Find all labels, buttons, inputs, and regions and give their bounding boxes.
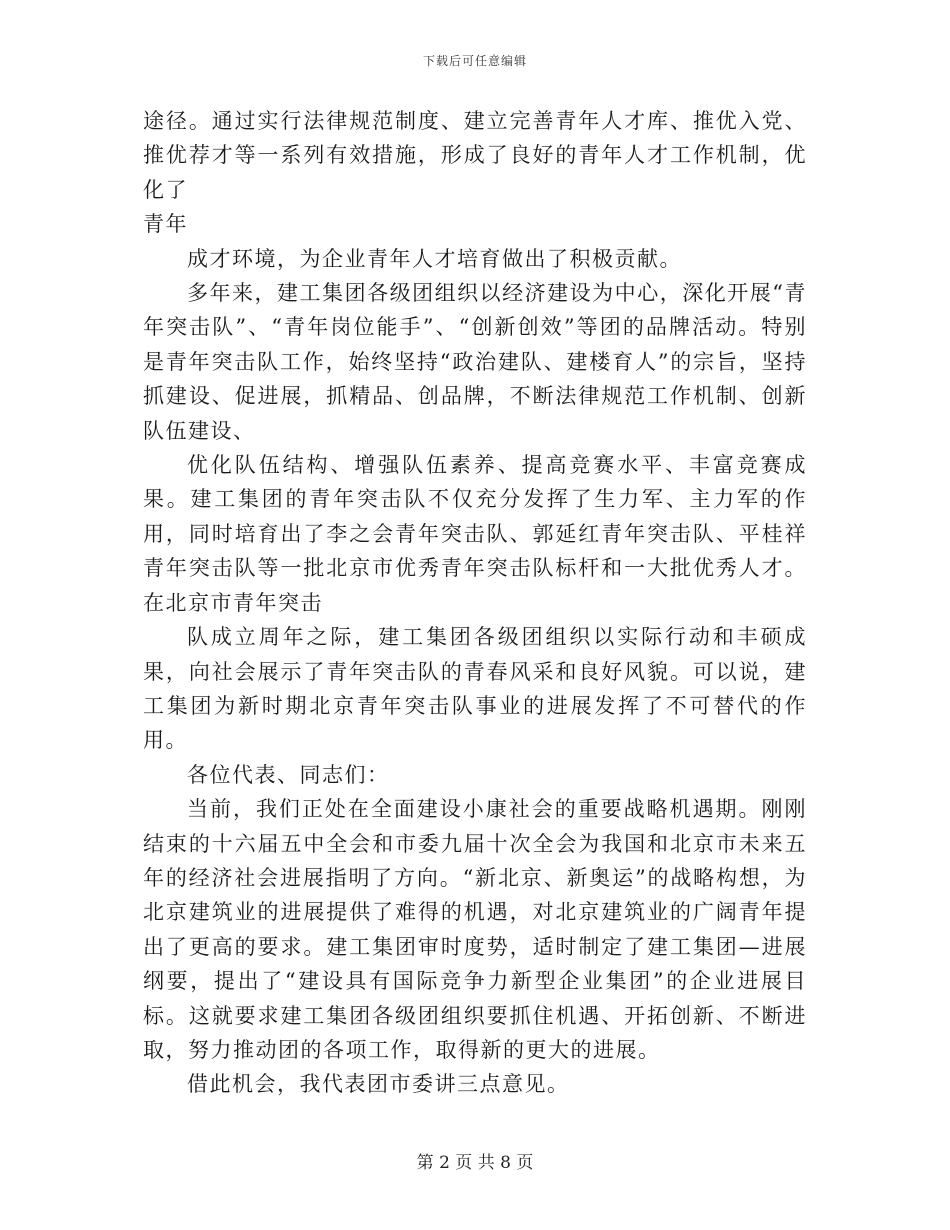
paragraph-1: 途径。通过实行法律规范制度、建立完善青年人才库、推优入党、推优荐才等一系列有效措施，形成了良好的青年人才工作机制，优化了 青年 [143,109,807,237]
paragraph-6: 各位代表、同志们： [187,762,390,787]
document-body [143,104,807,1102]
paragraph-2: 成才环境，为企业青年人才培育做出了积极贡献。 [187,246,682,271]
paragraph-4: 优化队伍结构、增强队伍素养、提高竞赛水平、丰富竞赛成果。建工集团的青年突击队不仅充分发挥了生力军、主力军的作用，同时培育出了李之会青年突击队、郭延红青年突击队、平桂祥青年突击队等一批北京市优秀青年突击队标杆和一大批优秀人才。在北京市青年突击 [143,453,807,615]
paragraph-3: 多年来，建工集团各级团组织以经济建设为中心，深化开展“青年突击队”、“青年岗位能手”、“创新创效”等团的品牌活动。特别是青年突击队工作，始终坚持“政治建队、建楼育人”的宗旨，坚持抓建设、促进展，抓精品、创品牌，不断法律规范工作机制、创新队伍建设、 [143,281,807,443]
paragraph-7: 当前，我们正处在全面建设小康社会的重要战略机遇期。刚刚结束的十六届五中全会和市委九届十次全会为我国和北京市未来五年的经济社会进展指明了方向。“新北京、新奥运”的战略构想，为北京建筑业的进展提供了难得的机遇，对北京建筑业的广阔青年提出了更高的要求。建工集团审时度势，适时制定了建工集团—进展纲要，提出了“建设具有国际竞争力新型企业集团”的企业进展目标。这就要求建工集团各级团组织要抓住机遇、开拓创新、不断进取，努力推动团的各项工作，取得新的更大的进展。 [143,797,807,1062]
page-header-note: 下载后可任意编辑 [422,54,527,68]
paragraph-8: 借此机会，我代表团市委讲三点意见。 [187,1072,570,1097]
page-number-label: 第 2 页 共 8 页 [416,1153,534,1173]
page-number-footer [0,1148,950,1173]
paragraph-5: 队成立周年之际，建工集团各级团组织以实际行动和丰硕成果，向社会展示了青年突击队的青春风采和良好风貌。可以说，建工集团为新时期北京青年突击队事业的进展发挥了不可替代的作用。 [143,625,807,753]
